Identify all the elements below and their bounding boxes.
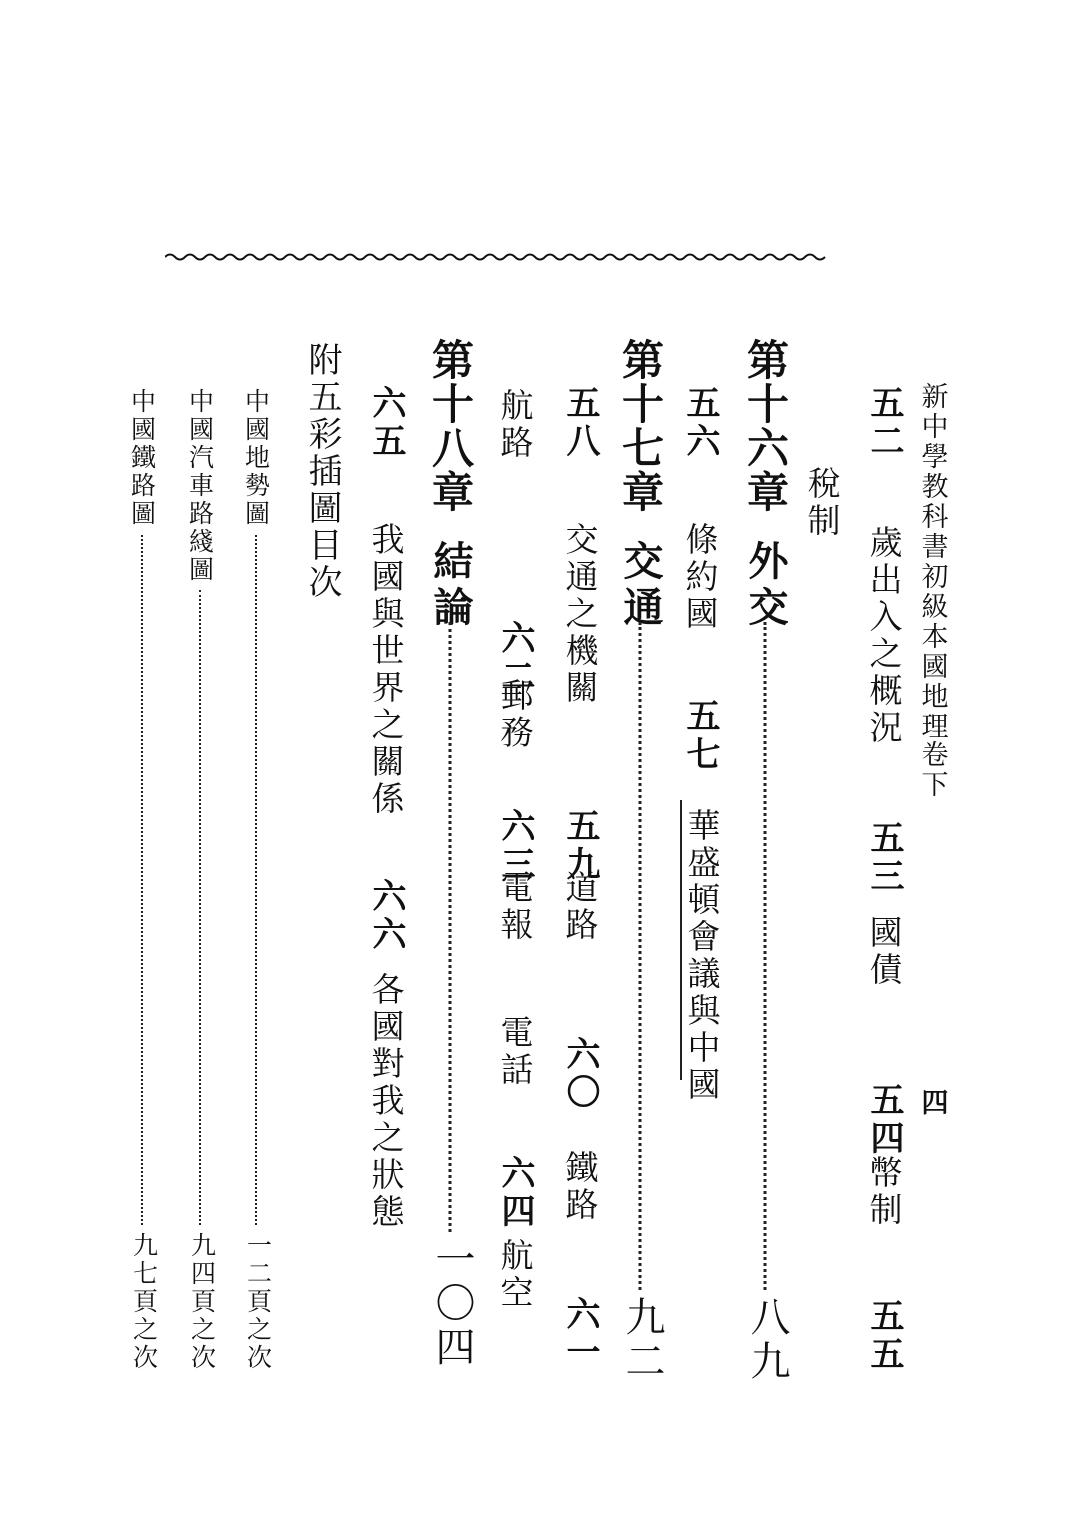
section-title: 航路 xyxy=(495,388,535,462)
section-number: 五二 xyxy=(864,385,904,461)
leader-dots xyxy=(764,622,767,1290)
section-title: 國債 xyxy=(864,915,904,989)
chapter-title: 外交 xyxy=(742,540,789,632)
appendix-item-title: 中國地勢圖 xyxy=(241,388,271,528)
chapter-page: 八九 xyxy=(744,1296,790,1384)
section-number: 五四 xyxy=(864,1082,904,1158)
appendix-item-page: 九七頁之次 xyxy=(129,1232,159,1372)
section-number: 五九 xyxy=(560,808,600,884)
volume-label: 卷下 xyxy=(916,740,948,800)
section-title: 幣制 xyxy=(864,1155,904,1229)
book-title: 新中學教科書 xyxy=(916,382,948,562)
chapter-label: 第十八章 xyxy=(426,338,475,514)
section-number: 五六 xyxy=(680,385,720,461)
appendix-item-page: 九四頁之次 xyxy=(187,1232,217,1372)
section-title: 電報 xyxy=(495,870,535,944)
leader-dots xyxy=(255,535,257,1225)
leader-dots xyxy=(141,535,143,1225)
book-subtitle: 初級本國地理 xyxy=(916,562,948,742)
section-title: 交通之機關 xyxy=(560,522,600,707)
section-number: 六五 xyxy=(366,385,406,461)
section-number: 六〇 xyxy=(560,1036,600,1112)
section-number: 六二 xyxy=(495,620,535,696)
leader-dots xyxy=(199,590,201,1225)
section-title: 電話 xyxy=(495,1015,535,1089)
chapter-label: 第十七章 xyxy=(616,338,665,514)
wavy-divider-rule xyxy=(165,250,830,264)
appendix-heading: 附五彩插圖目次 xyxy=(302,342,342,601)
section-number: 五八 xyxy=(560,385,600,461)
section-title: 航空 xyxy=(495,1238,535,1312)
chapter-page: 一〇四 xyxy=(429,1238,475,1370)
section-title: 稅制 xyxy=(802,466,842,540)
page-number: 四 xyxy=(916,1088,948,1118)
leader-dots xyxy=(449,622,452,1232)
section-number: 六三 xyxy=(495,808,535,884)
section-number: 五三 xyxy=(864,820,904,896)
appendix-item-title: 中國汽車路綫圖 xyxy=(185,388,215,584)
section-number: 六四 xyxy=(495,1155,535,1231)
chapter-label: 第十六章 xyxy=(741,338,790,514)
section-title: 郵務 xyxy=(495,678,535,752)
chapter-page: 九二 xyxy=(619,1296,665,1384)
section-number: 六一 xyxy=(560,1296,600,1372)
section-title: 各國對我之狀態 xyxy=(366,972,406,1231)
section-title: 我國與世界之關係 xyxy=(366,522,406,818)
chapter-title: 交通 xyxy=(617,540,664,632)
section-number: 六六 xyxy=(366,878,406,954)
leader-dots xyxy=(639,622,642,1290)
chapter-title: 結論 xyxy=(427,540,474,632)
appendix-item-page: 一二頁之次 xyxy=(243,1232,273,1372)
section-title: 歲出入之概況 xyxy=(864,525,904,747)
section-title: 鐵路 xyxy=(560,1150,600,1224)
section-title: 條約國 xyxy=(680,522,720,633)
section-title: 華盛頓會議與中國 xyxy=(682,808,722,1104)
appendix-item-title: 中國鐵路圖 xyxy=(127,388,157,528)
section-number: 五五 xyxy=(864,1298,904,1374)
section-number: 五七 xyxy=(680,698,720,774)
section-title: 道路 xyxy=(560,870,600,944)
